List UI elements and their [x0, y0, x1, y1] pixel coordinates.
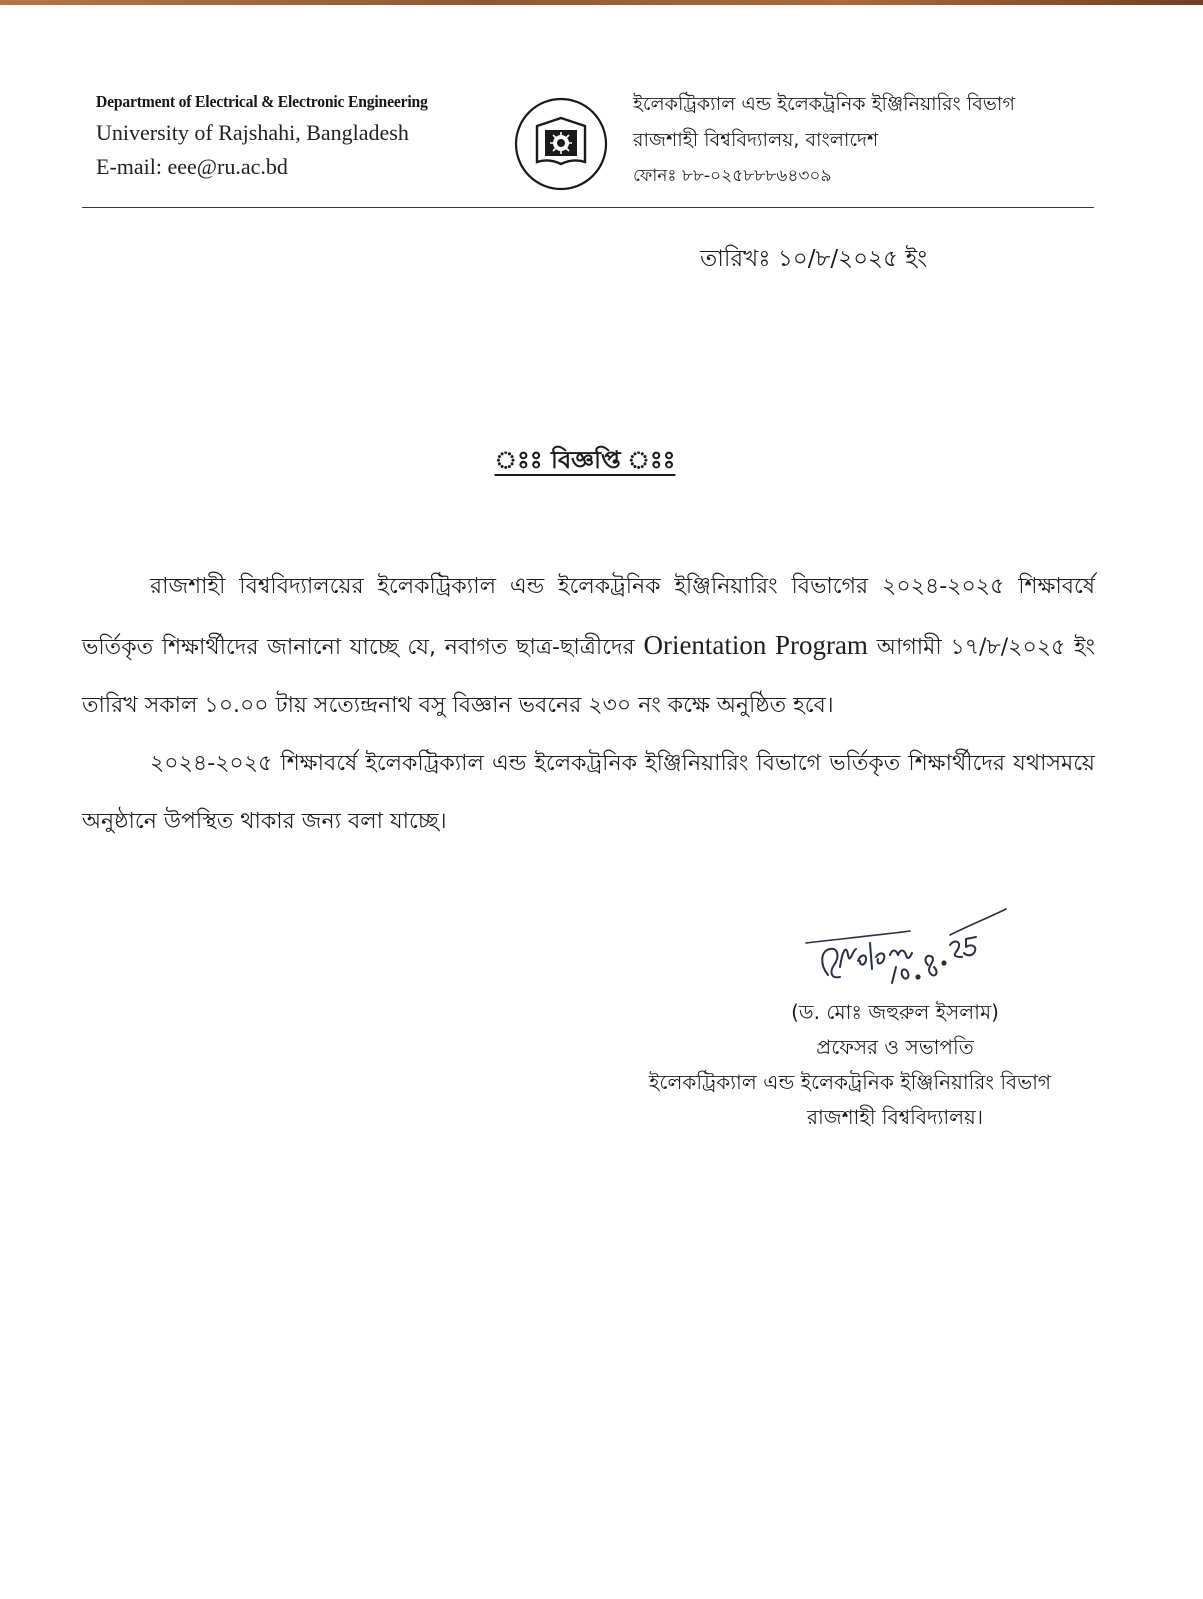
university-name-bangla: রাজশাহী বিশ্ববিদ্যালয়, বাংলাদেশ: [633, 129, 879, 151]
signatory-designation: প্রফেসর ও সভাপতি: [816, 1035, 974, 1059]
letterhead-bangla: [633, 90, 1113, 190]
notice-date: তারিখঃ ১০/৮/২০২৫ ইং: [700, 246, 928, 272]
signatory-name: (ড. মোঃ জহুরুল ইসলাম): [791, 1000, 999, 1024]
handwritten-signature: [800, 895, 1030, 995]
signatory-university: রাজশাহী বিশ্ববিদ্যালয়।: [807, 1105, 983, 1129]
header-divider: [82, 207, 1094, 208]
notice-body: [82, 558, 1095, 851]
notice-title: [0, 442, 1170, 482]
orientation-program-text: Orientation Program: [643, 630, 868, 660]
university-name-english: University of Rajshahi, Bangladesh: [96, 120, 409, 145]
top-edge-strip: [0, 0, 1203, 5]
university-logo: [513, 96, 609, 192]
paragraph-1-text-b: আগামী ১৭/৮/২০২৫ ইং তারিখ সকাল ১০.০০ টায় সত্যেন্দ্রনাথ বসু বিজ্ঞান ভবনের ২৩০ নং কক্ষে অনুষ্ঠিত হবে।: [82, 635, 1096, 718]
signatory-department: ইলেকট্রিক্যাল এন্ড ইলেকট্রনিক ইঞ্জিনিয়ারিং বিভাগ: [649, 1070, 1051, 1094]
body-paragraph-1: [82, 558, 1095, 735]
signatory-block: [600, 995, 1100, 1135]
body-paragraph-2: ২০২৪-২০২৫ শিক্ষাবর্ষে ইলেকট্রিক্যাল এন্ড ইলেকট্রনিক ইঞ্জিনিয়ারিং বিভাগে ভর্তিকৃত শিক্ষার্থীদের যথাসময়ে অনুষ্ঠানে উপস্থিত থাকার জন্য বলা যাচ্ছে।: [82, 751, 1095, 834]
notice-title-text: ঃঃ বিজ্ঞপ্তি ঃঃ: [494, 446, 676, 474]
department-email: E-mail: eee@ru.ac.bd: [96, 154, 288, 179]
department-name-bangla: ইলেকট্রিক্যাল এন্ড ইলেকট্রনিক ইঞ্জিনিয়ারিং বিভাগ: [633, 93, 1015, 115]
paragraph-1-text-a: রাজশাহী বিশ্ববিদ্যালয়ের ইলেকট্রিক্যাল এন্ড ইলেকট্রনিক ইঞ্জিনিয়ারিং বিভাগের ২০২৪-২০২৫ শিক্ষাবর্ষে ভর্তিকৃত শিক্ষার্থীদের জানানো যাচ্ছে যে, নবাগত ছাত্র-ছাত্রীদের: [82, 574, 1095, 660]
department-name-english: Department of Electrical & Electronic Engineering: [96, 92, 428, 111]
department-phone: ফোনঃ ৮৮-০২৫৮৮৮৬৪৩০৯: [633, 166, 832, 186]
letterhead-english: [96, 92, 506, 180]
